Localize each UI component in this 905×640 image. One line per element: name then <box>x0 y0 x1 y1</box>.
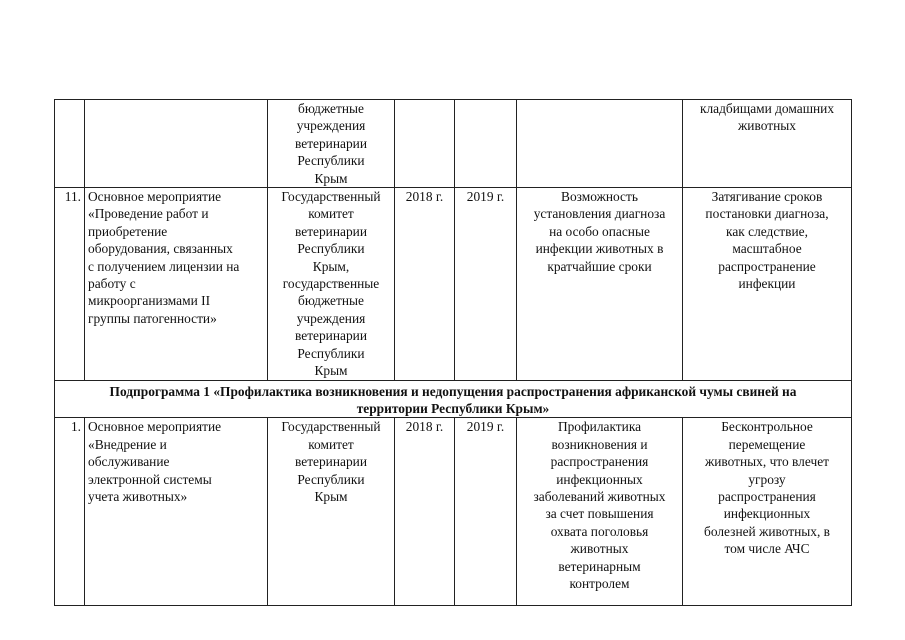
executor-cell: бюджетные учреждения ветеринарии Республики Крым <box>268 100 395 188</box>
start-year-cell <box>395 100 455 188</box>
executor-cell: Государственный комитет ветеринарии Республики Крым <box>268 418 395 606</box>
subprogram-row <box>55 380 852 418</box>
event-cell: Основное мероприятие «Проведение работ и приобретение оборудования, связанных с получением лицензии на работу с микроорганизмами II группы патогенности» <box>85 188 268 380</box>
event-cell: Основное мероприятие «Внедрение и обслуживание электронной системы учета животных» <box>85 418 268 606</box>
end-year-cell <box>455 100 517 188</box>
risk-cell: Бесконтрольное перемещение животных, что влечет угрозу распространения инфекционных болезней животных, в том числе АЧС <box>683 418 852 606</box>
start-year-cell: 2018 г. <box>395 188 455 380</box>
executor-cell: Государственный комитет ветеринарии Республики Крым, государственные бюджетные учреждения ветеринарии Республики Крым <box>268 188 395 380</box>
risk-cell: Затягивание сроков постановки диагноза, как следствие, масштабное распространение инфекции <box>683 188 852 380</box>
end-year-cell: 2019 г. <box>455 188 517 380</box>
table-row-continued <box>55 100 852 188</box>
row-number: 11. <box>55 188 85 380</box>
subprogram-heading: Подпрограмма 1 «Профилактика возникновения и недопущения распространения африканской чумы свиней на территории Республики Крым» <box>55 380 852 418</box>
measures-table <box>54 99 852 606</box>
end-year-cell: 2019 г. <box>455 418 517 606</box>
table-row-1 <box>55 418 852 606</box>
result-cell <box>517 100 683 188</box>
row-number: 1. <box>55 418 85 606</box>
event-cell <box>85 100 268 188</box>
result-cell: Профилактика возникновения и распространения инфекционных заболеваний животных за счет повышения охвата поголовья животных ветеринарным контролем <box>517 418 683 606</box>
table-row-11 <box>55 188 852 380</box>
result-cell: Возможность установления диагноза на особо опасные инфекции животных в кратчайшие сроки <box>517 188 683 380</box>
start-year-cell: 2018 г. <box>395 418 455 606</box>
num-cell <box>55 100 85 188</box>
risk-cell: кладбищами домашних животных <box>683 100 852 188</box>
